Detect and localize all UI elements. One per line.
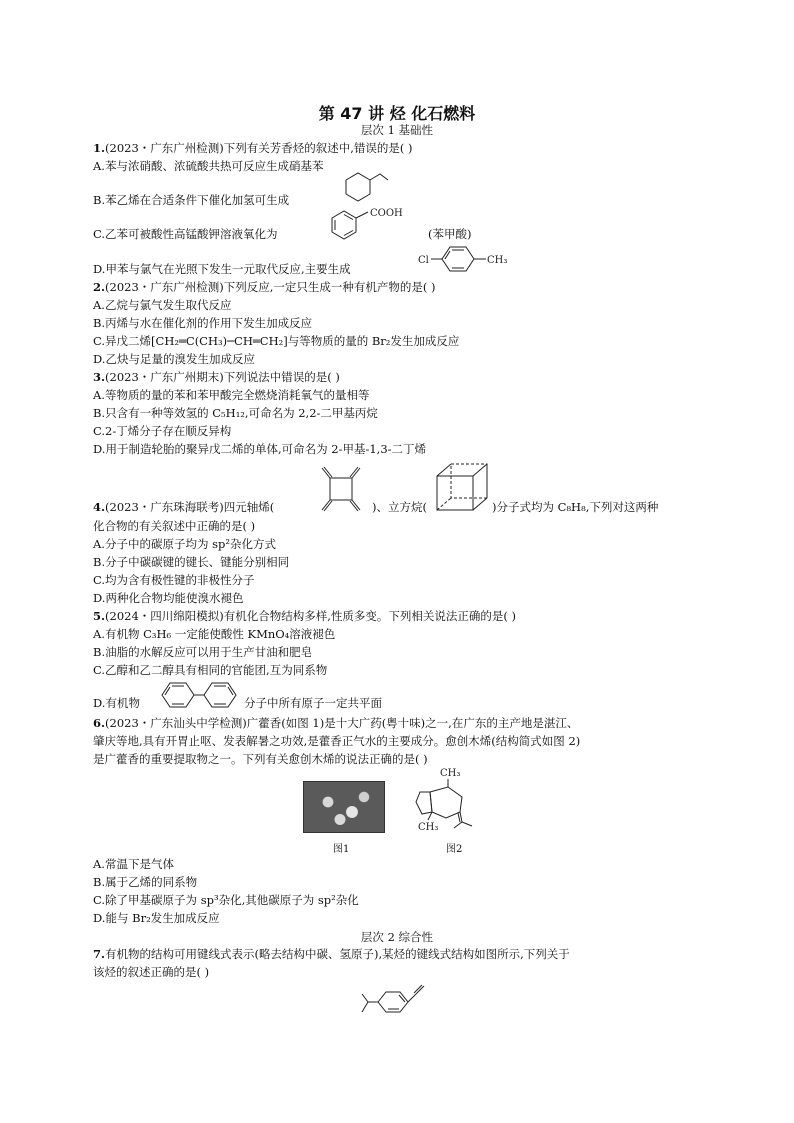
q6-option-d[interactable]: D.能与 Br₂发生加成反应	[93, 911, 220, 925]
benzoic-acid-cooh-label: COOH	[370, 208, 403, 219]
q1-option-d[interactable]: D.甲苯与氯气在光照下发生一元取代反应,主要生成	[93, 262, 351, 276]
q3-option-b[interactable]: B.只含有一种等效氢的 C₅H₁₂,可命名为 2,2-二甲基丙烷	[93, 406, 378, 420]
terpene-skeletal-structure	[356, 982, 436, 1022]
q5-option-a[interactable]: A.有机物 C₃H₆ 一定能使酸性 KMnO₄溶液褪色	[93, 627, 336, 641]
q6-option-b[interactable]: B.属于乙烯的同系物	[93, 875, 198, 889]
q2-option-a[interactable]: A.乙烷与氯气发生取代反应	[93, 298, 232, 312]
q5-option-b[interactable]: B.油脂的水解反应可以用于生产甘油和肥皂	[93, 645, 313, 659]
q5-stem: 5.(2024・四川绵阳模拟)有机化合物结构多样,性质多变。下列相关说法正确的是( )	[93, 609, 517, 623]
q6-stem-line2: 肇庆等地,具有开胃止呕、发表解暑之功效,是藿香正气水的主要成分。愈创木烯(结构简式如图 2)	[93, 734, 581, 748]
q4-stem-part-b: )、立方烷(	[372, 500, 427, 514]
q4-stem-part-a: 4.(2023・广东珠海联考)四元轴烯(	[93, 500, 275, 514]
q7-stem-line1: 7.有机物的结构可用键线式表示(略去结构中碳、氢原子),某烃的键线式结构如图所示,下列关于	[93, 947, 570, 961]
guaiene-structure	[410, 762, 490, 834]
q4-option-c[interactable]: C.均为含有极性键的非极性分子	[93, 573, 255, 587]
q1-stem: 1.(2023・广东广州检测)下列有关芳香烃的叙述中,错误的是( )	[93, 141, 413, 155]
guaiene-methyl-top: CH₃	[440, 768, 461, 779]
level-1-heading: 层次 1 基础性	[360, 123, 434, 137]
q1-option-c-tail: (苯甲酸)	[428, 227, 472, 241]
q4-option-a[interactable]: A.分子中的碳原子均为 sp²杂化方式	[93, 537, 276, 551]
figure-1-caption: 图1	[333, 844, 350, 855]
q2-stem: 2.(2023・广东广州检测)下列反应,一定只生成一种有机产物的是( )	[93, 280, 436, 294]
q3-option-c[interactable]: C.2-丁烯分子存在顺反异构	[93, 424, 232, 438]
q5-option-d[interactable]: D.有机物	[93, 696, 140, 710]
q5-option-c[interactable]: C.乙醇和乙二醇具有相同的官能团,互为同系物	[93, 663, 328, 677]
q3-stem: 3.(2023・广东广州期末)下列说法中错误的是( )	[93, 370, 340, 384]
q4-option-b[interactable]: B.分子中碳碳键的键长、键能分别相同	[93, 555, 290, 569]
q4-option-d[interactable]: D.两种化合物均能使溴水褪色	[93, 591, 244, 605]
guaiene-methyl-left: CH₃	[418, 822, 439, 833]
cubane-structure	[433, 462, 493, 516]
patchouli-photo	[303, 781, 385, 833]
q4-stem-part-c: )分子式均为 C₈H₈,下列对这两种	[492, 500, 659, 514]
q3-option-d[interactable]: D.用于制造轮胎的聚异戊二烯的单体,可命名为 2-甲基-1,3-二丁烯	[93, 442, 427, 456]
q7-stem-line2: 该烃的叙述正确的是( )	[93, 965, 210, 979]
biphenyl-structure	[160, 680, 242, 712]
q5-option-d-tail: 分子中所有原子一定共平面	[244, 696, 382, 710]
q2-option-d[interactable]: D.乙炔与足量的溴发生加成反应	[93, 352, 255, 366]
q4-stem-line2: 化合物的有关叙述中正确的是( )	[93, 519, 256, 533]
page-title: 第 47 讲 烃 化石燃料	[318, 104, 476, 123]
figure-2-caption: 图2	[446, 844, 463, 855]
p-chlorotoluene-structure	[418, 244, 528, 278]
q2-option-b[interactable]: B.丙烯与水在催化剂的作用下发生加成反应	[93, 316, 313, 330]
q1-option-c[interactable]: C.乙苯可被酸性高锰酸钾溶液氧化为	[93, 227, 278, 241]
q6-stem-line1: 6.(2023・广东汕头中学检测)广藿香(如图 1)是十大广药(粤十味)之一,在广东的主产地是湛江、	[93, 716, 579, 730]
methyl-label: CH₃	[487, 255, 508, 266]
radialene-structure	[312, 462, 372, 520]
q2-option-c[interactable]: C.异戊二烯[CH₂═C(CH₃)─CH═CH₂]与等物质的量的 Br₂发生加成反应	[93, 334, 460, 348]
chloro-label: Cl	[418, 255, 429, 266]
q6-option-a[interactable]: A.常温下是气体	[93, 857, 174, 871]
level-2-heading: 层次 2 综合性	[360, 930, 434, 944]
q6-stem-line3: 是广藿香的重要提取物之一。下列有关愈创木烯的说法正确的是( )	[93, 752, 428, 766]
q3-option-a[interactable]: A.等物质的量的苯和苯甲酸完全燃烧消耗氧气的量相等	[93, 388, 370, 402]
q1-option-a[interactable]: A.苯与浓硝酸、浓硫酸共热可反应生成硝基苯	[93, 159, 324, 173]
q6-option-c[interactable]: C.除了甲基碳原子为 sp³杂化,其他碳原子为 sp²杂化	[93, 893, 359, 907]
q1-option-b[interactable]: B.苯乙烯在合适条件下催化加氢可生成	[93, 193, 290, 207]
benzoic-acid-structure	[328, 208, 428, 244]
